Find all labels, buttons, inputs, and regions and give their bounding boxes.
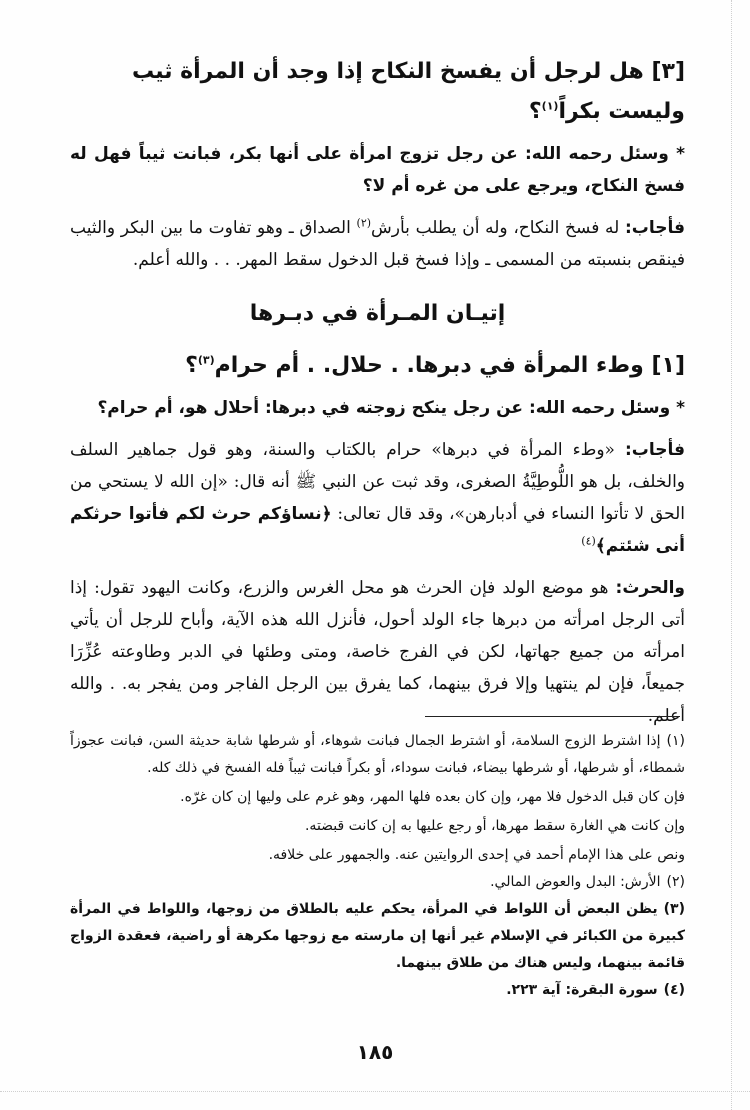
answer-3-part2: الصداق ـ وهو تفاوت ما بين البكر والثيب فينقص بنسبته من المسمى ـ وإذا فسخ قبل الدخول سقط المهر. . . والله أعلم. (70, 218, 685, 270)
question-3-heading (70, 52, 685, 132)
scan-edge-right (730, 0, 732, 1110)
footnote-4-number: (٤) (663, 982, 685, 998)
answer-3 (70, 212, 685, 276)
footnote-3 (70, 896, 685, 977)
question-1-heading (70, 346, 685, 386)
answer-1-paragraph-2 (70, 572, 685, 732)
answer-1-text: «وطء المرأة في دبرها» حرام بالكتاب والسنة، وهو قول جماهير السلف والخلف، بل هو اللُّوطِيَّةُ الصغرى، وقد ثبت عن النبي ﷺ أنه قال: «إن الله لا يستحي من الحق لا تأتوا النساء في أدبارهن»، وقد قال تعالى: (70, 440, 686, 524)
question-1-text: * وسئل رحمه الله: عن رجل ينكح زوجته في دبرها: أحلال هو، أم حرام؟ (97, 398, 685, 418)
footnote-1 (70, 728, 685, 782)
footnotes (70, 728, 685, 1004)
answer-1 (70, 434, 685, 562)
question-3-heading-text: [٣] هل لرجل أن يفسخ النكاح إذا وجد أن المرأة ثيب وليست بكراً (131, 59, 685, 124)
footnote-1-number: (١) (666, 733, 685, 749)
question-3-heading-tail: ؟ (528, 99, 542, 124)
footnote-separator (425, 716, 680, 717)
footnote-ref-2: (٢) (356, 216, 372, 230)
answer-1-paragraph-2-text: هو موضع الولد فإن الحرث هو محل الغرس والزرع، وكانت اليهود تقول: إذا أتى الرجل امرأته من دبرها جاء الولد أحول، فأنزل الله هذه الآية، وأباح للرجل أن يأتي امرأته من جميع جهاتها، لكن في الفرج خاصة، ومتى وطئها في الدبر وطاوعته عُزِّرَا جميعاً، فإن لم ينتهيا وإلا فرق بينهما، كما يفرق بين الرجل الفاجر ومن يفجر به. . والله أعلم. (70, 578, 685, 726)
footnote-1-text: إذا اشترط الزوج السلامة، أو اشترط الجمال فبانت شوهاء، أو شرطها شابة حديثة السن، فبانت عجوزاً شمطاء، أو شرطها، أو شرطها بيضاء، فبانت سوداء، أو بكراً فبانت ثيباً فله الفسخ في ذلك كله. (70, 733, 685, 776)
answer-3-part1: له فسخ النكاح، وله أن يطلب بأرش (371, 218, 625, 238)
footnote-1-line-3: وإن كانت هي الغارة سقط مهرها، أو رجع عليها به إن كانت قبضته. (304, 818, 685, 834)
footnote-ref-4: (٤) (581, 534, 596, 548)
main-text (70, 52, 685, 742)
footnote-ref-1: (١) (541, 99, 559, 113)
footnote-3-text: يظن البعض أن اللواط في المرأة، يحكم عليه بالطلاق من زوجها، واللواط في المرأة كبيرة من الكبائر في الإسلام غير أنها إن مارسته مع زوجها مكرهة أو راضية، فعقدة الزواج قائمة بينهما، وليس هناك من طلاق بينهما. (70, 901, 685, 971)
footnote-4-text: سورة البقرة: آية ٢٢٣. (506, 982, 658, 998)
answer-1-lead: فأجاب: (624, 440, 685, 460)
question-3-text: * وسئل رحمه الله: عن رجل تزوج امرأة على أنها بكر، فبانت ثيباً فهل له فسخ النكاح، ويرجع على من غره أم لا؟ (70, 144, 685, 196)
answer-1-paragraph-2-lead: والحرث: (615, 578, 686, 598)
footnote-3-number: (٣) (663, 901, 685, 917)
footnote-2 (70, 869, 685, 896)
footnote-1-line-2: فإن كان قبل الدخول فلا مهر، وإن كان بعده فلها المهر، وهو غرم على وليها إن كان غرّه. (180, 789, 685, 805)
footnote-4 (70, 977, 685, 1004)
footnote-1-line-4: ونص على هذا الإمام أحمد في إحدى الروايتين عنه. والجمهور على خلافه. (268, 847, 685, 863)
question-1-heading-tail: ؟ (185, 353, 198, 378)
question-1-heading-text: [١] وطء المرأة في دبرها. . حلال. . أم حرام (214, 353, 685, 378)
scan-edge-bottom (0, 1090, 750, 1092)
answer-3-lead: فأجاب: (624, 218, 686, 238)
quran-verse: ﴿نساؤكم حرث لكم فأتوا حرثكم أنى شئتم﴾ (70, 504, 685, 556)
page-number: ١٨٥ (356, 1040, 394, 1064)
footnote-2-number: (٢) (666, 874, 685, 890)
footnote-ref-3: (٣) (197, 353, 215, 367)
section-title: إتيـان المـرأة في دبـرها (249, 301, 506, 326)
footnote-2-text: الأرش: البدل والعوض المالي. (490, 874, 661, 890)
